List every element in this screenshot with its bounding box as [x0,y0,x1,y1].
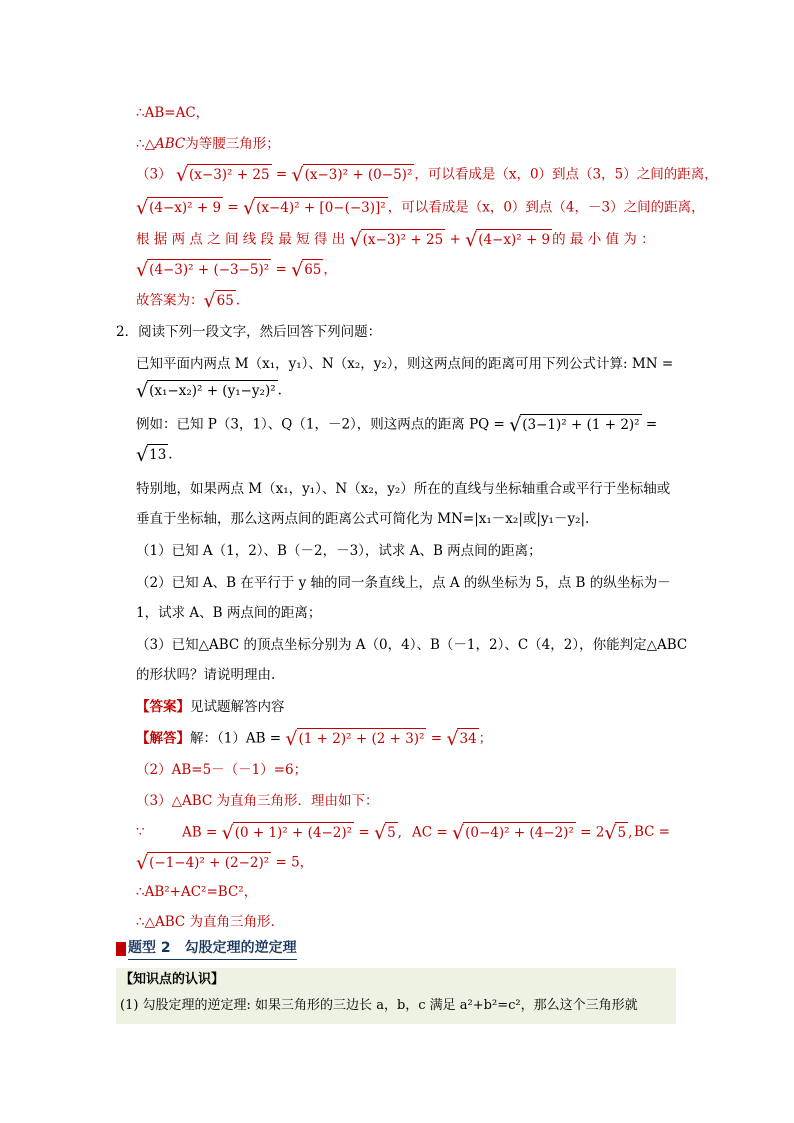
ab-expression [182,822,402,844]
ab-radical: √ (1 + 2)² + (2 + 3)² [285,728,425,750]
knowledge-text: (1) 勾股定理的逆定理: 如果三角形的三边长 a，b，c 满足 a²+b²=c²，那么这个三角形就 [120,998,638,1013]
semicolon: ； [478,730,493,747]
because-symbol: ∵ [136,824,145,840]
answer-tag: 【答案】 [136,699,190,715]
comma: ， [323,261,337,278]
question-2-intro [116,322,381,342]
section-heading: 题型 2 勾股定理的逆定理 [128,937,297,960]
question-intro-text: 阅读下列一段文字，然后回答下列问题： [138,324,382,340]
sub-question-3-line-1: （3）已知△ABC 的顶点坐标分别为 A（0，4）、B（－1，2）、C（4，2），你能判定△ABC [136,637,688,653]
answer-text: 见试题解答内容 [190,699,285,715]
solution-line-1 [136,728,492,750]
solution-line-5 [136,852,313,874]
sqrt5-radical-2: √ 5 [604,822,627,844]
triangle-name: ABC [154,136,186,152]
distance-text-2: ，可以看成是（x，0）到点（4，－3）之间的距离， [387,199,705,216]
sub-question-1: （1）已知 A（1，2）、B（－2，－3），试求 A、B 两点间的距离； [136,543,542,559]
equals-sign: = [358,824,370,841]
solution-line-3: （3）△ABC 为直角三角形．理由如下： [136,793,379,809]
formula-para-line-2 [136,380,282,402]
sol-line-ab-eq-ac: ∴AB=AC， [136,105,210,121]
isosceles-text: 为等腰三角形； [185,136,280,152]
knowledge-title: 【知识点的认识】 [120,972,225,987]
sol-line-7 [136,290,240,312]
example-radical: √ (3−1)² + (1 + 2)² [509,414,640,436]
final-answer-label: 故答案为： [136,292,204,309]
min-value-text: 的 最 小 值 为 ： [552,231,655,248]
comma: , [628,824,633,841]
sol-line-6 [136,259,337,281]
distance-formula-radical: √ (x₁−x₂)² + (y₁−y₂)² [136,380,276,402]
radical-1: √ (x−3)² + 25 [175,164,270,186]
special-case-line-1: 特别地，如果两点 M（x₁，y₁）、N（x₂，y₂）所在的直线与坐标轴重合或平行于坐标轴或 [136,481,671,497]
equals-sign: = [645,416,658,433]
ac-radical: √ (0−4)² + (4−2)² [451,822,574,844]
equals-sign: = [275,261,287,278]
comma: , [397,824,402,841]
sub-question-3-line-2: 的形状吗？请说明理由. [136,667,276,683]
radical-5: √ (x−3)² + 25 [349,229,444,251]
sqrt34-radical: √ 34 [446,728,477,750]
ab-radical-2: √ (0 + 1)² + (4−2)² [221,822,353,844]
period: . [168,446,173,463]
special-case-line-2: 垂直于坐标轴，那么这两点间的距离公式可简化为 MN=|x₁－x₂|或|y₁－y₂|. [136,511,590,527]
sol-line-isosceles [136,134,280,154]
solution-line-2: （2）AB=5－（－1）=6； [136,762,308,778]
solution-tag: 【解答】 [136,730,190,747]
bc-label: BC = [634,824,671,840]
answer-line [136,697,285,717]
radical-3: √ (4−x)² + 9 [136,197,222,219]
solution-line-7: ∴△ABC 为直角三角形. [136,914,275,930]
sol-line-4 [136,197,705,219]
solution-1-text: 解：（1）AB = [190,730,282,747]
radical-4: √ (x−4)² + [0−(−3)]² [242,197,386,219]
radical-9: √ 65 [203,290,234,312]
example-line [136,414,657,436]
equals-sign: = [227,199,239,216]
period: . [277,382,282,399]
radical-2: √ (x−3)² + (0−5)² [291,164,413,186]
ac-expression [412,822,632,844]
section-marker-icon [116,942,126,956]
solution-line-6: ∴AB²+AC²=BC²， [136,884,258,900]
bc-result: = 5， [275,854,314,871]
sqrt13-radical: √ 13 [136,444,167,466]
period: . [235,292,241,309]
example-text: 例如：已知 P（3，1）、Q（1，－2），则这两点的距离 PQ = [136,416,505,433]
therefore-triangle: ∴△ [136,136,155,152]
formula-para-line-1: 已知平面内两点 M（x₁，y₁）、N（x₂，y₂），则这两点间的距离可用下列公式计算: MN = [136,356,674,372]
equals-sign: = 2 [580,824,605,841]
sol-line-5 [136,229,655,251]
distance-text-1: ，可以看成是（x，0）到点（3，5）之间的距离， [414,166,718,183]
sub-question-2-line-1: （2）已知 A、B 在平行于 y 轴的同一条直线上，点 A 的纵坐标为 5，点 B 的纵坐标为－ [136,575,671,591]
bc-radical: √ (−1−4)² + (2−2)² [136,852,270,874]
radical-6: √ (4−x)² + 9 [465,229,551,251]
sub-question-2-line-2: 1，试求 A、B 两点间的距离； [136,605,322,621]
question-number: 2． [116,324,139,340]
radical-7: √ (4−3)² + (−3−5)² [136,259,270,281]
ac-label: AC = [412,824,448,841]
ab-label: AB = [182,824,218,841]
equals-sign: = [275,166,288,183]
equals-sign: = [430,730,443,747]
part-3-label: （3） [136,166,172,183]
plus-sign: + [449,231,461,248]
radical-8: √ 65 [291,259,322,281]
shortest-text: 根 据 两 点 之 间 线 段 最 短 得 出 [136,231,346,248]
example-result [136,444,173,466]
sqrt5-radical: √ 5 [373,822,396,844]
sol-line-3 [136,164,718,186]
